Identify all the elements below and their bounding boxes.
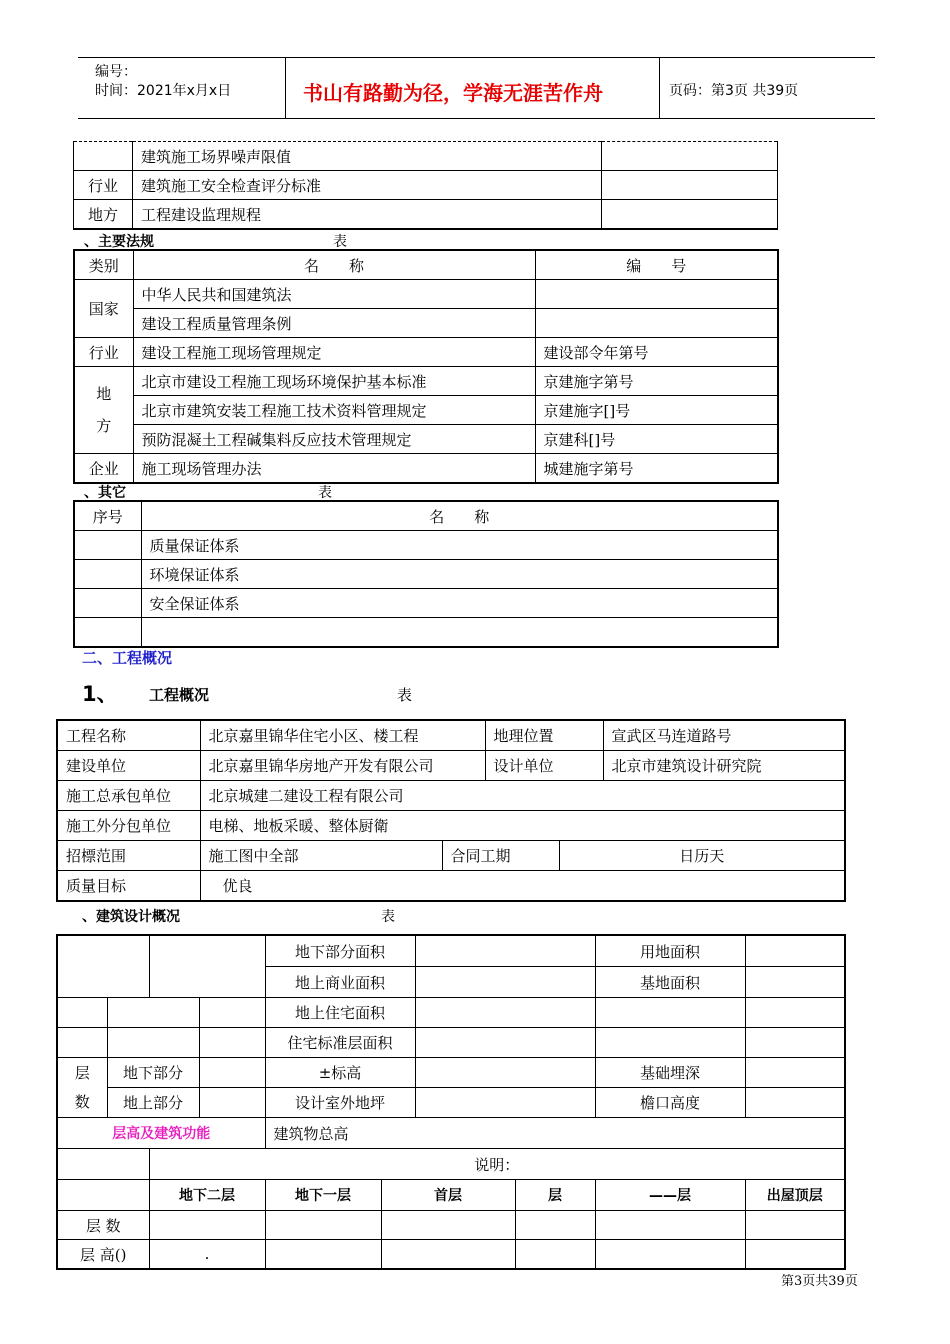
- table-row: [74, 618, 778, 648]
- table-cell: .: [149, 1240, 265, 1270]
- table-cell: ±标高: [265, 1058, 415, 1088]
- table-cell: 京建施字[]号: [535, 396, 778, 425]
- table-cell: 层高及建筑功能: [57, 1118, 265, 1149]
- table-cell: [74, 618, 141, 648]
- table-cell: [57, 1058, 107, 1118]
- table-cell: [74, 531, 141, 560]
- table-cell: 设计单位: [485, 751, 603, 781]
- footer-page-number: 第3页共39页: [781, 1274, 858, 1289]
- table-cell: [381, 1211, 515, 1240]
- table-cell: [745, 1211, 845, 1240]
- table-cell: [595, 1240, 745, 1270]
- table-cell: 行业: [74, 171, 133, 200]
- table-cell: 北京市建筑安装工程施工技术资料管理规定: [133, 396, 535, 425]
- table-header: 名 称: [133, 250, 535, 280]
- section2-title: 二、工程概况: [82, 649, 173, 667]
- table-cell: 城建施字第号: [535, 454, 778, 484]
- other-table: [73, 500, 779, 648]
- table-cell: 施工现场管理办法: [133, 454, 535, 484]
- table-cell: 说明：: [149, 1149, 845, 1180]
- table-cell: [745, 967, 845, 998]
- cat-char: 方: [96, 417, 112, 435]
- table-cell: [149, 935, 265, 998]
- section-laws-title: 、主要法规: [84, 234, 154, 250]
- table-cell: [415, 1028, 595, 1058]
- table-cell: [57, 1180, 149, 1211]
- table-header: ——层: [595, 1180, 745, 1211]
- table-cell: 建筑施工场界噪声限值: [133, 142, 602, 171]
- table-cell: 施工图中全部: [200, 841, 442, 871]
- section-arch-title: 、建筑设计概况: [82, 909, 180, 925]
- table-cell: [265, 1211, 381, 1240]
- table-cell: 北京城建二建设工程有限公司: [200, 781, 845, 811]
- table-cell: [74, 560, 141, 589]
- table-cell: [595, 1028, 745, 1058]
- table-cell: [745, 998, 845, 1028]
- header-motto: 书山有路勤为径，学海无涯苦作舟: [303, 81, 603, 105]
- table-cell: 电梯、地板采暖、整体厨衛: [200, 811, 845, 841]
- table-cell: 优良: [200, 871, 845, 902]
- table-cell: [199, 1028, 265, 1058]
- table-cell: [74, 367, 133, 454]
- table-header: 层: [515, 1180, 595, 1211]
- table-cell: 宣武区马连道路号: [603, 720, 845, 751]
- doc-number: 编号：: [95, 64, 137, 80]
- table-cell: [595, 998, 745, 1028]
- section-other-suffix: 表: [318, 485, 332, 501]
- floors-char: 数: [74, 1092, 90, 1111]
- table-header: 出屋顶层: [745, 1180, 845, 1211]
- table-cell: 用地面积: [595, 935, 745, 967]
- section-arch-suffix: 表: [381, 909, 395, 925]
- table-cell: 预防混凝土工程碱集料反应技术管理规定: [133, 425, 535, 454]
- table-cell: [745, 1240, 845, 1270]
- table-cell: [199, 1058, 265, 1088]
- overview-table: [56, 719, 846, 902]
- table-header: 序号: [74, 501, 141, 531]
- table-cell: [602, 200, 778, 230]
- table-cell: [595, 1211, 745, 1240]
- table-cell: 行业: [74, 338, 133, 367]
- table-cell: [57, 1028, 107, 1058]
- table-cell: 地理位置: [485, 720, 603, 751]
- table-cell: [107, 998, 199, 1028]
- table-cell: 建设单位: [57, 751, 200, 781]
- table-cell: 建筑施工安全检查评分标准: [133, 171, 602, 200]
- table-cell: [74, 142, 133, 171]
- table-cell: [141, 618, 778, 648]
- table-cell: [415, 935, 595, 967]
- table-cell: 层 高(): [57, 1240, 149, 1270]
- table-cell: 地下部分: [107, 1058, 199, 1088]
- table-cell: 工程建设监理规程: [133, 200, 602, 230]
- table-cell: 地下部分面积: [265, 935, 415, 967]
- table-cell: 京建施字第号: [535, 367, 778, 396]
- table-cell: [57, 998, 107, 1028]
- table-cell: 质量目标: [57, 871, 200, 902]
- table-header: 类别: [74, 250, 133, 280]
- table-cell: 建设工程质量管理条例: [133, 309, 535, 338]
- table-header: 名 称: [141, 501, 778, 531]
- table-cell: [515, 1211, 595, 1240]
- table-cell: [415, 1088, 595, 1118]
- section-other-title: 、其它: [84, 485, 126, 501]
- table-cell: [515, 1240, 595, 1270]
- table-cell: 北京嘉里锦华房地产开发有限公司: [200, 751, 485, 781]
- standards-table: [73, 141, 778, 230]
- table-cell: [381, 1240, 515, 1270]
- section2-1-num: 1、: [82, 682, 118, 706]
- table-cell: [74, 589, 141, 618]
- table-cell: [199, 998, 265, 1028]
- table-cell: 日历天: [559, 841, 845, 871]
- table-cell: [535, 280, 778, 309]
- table-cell: [57, 1149, 149, 1180]
- table-cell: 地上部分: [107, 1088, 199, 1118]
- table-cell: [415, 967, 595, 998]
- section2-1-suffix: 表: [397, 686, 413, 704]
- table-cell: 施工总承包单位: [57, 781, 200, 811]
- table-cell: 基地面积: [595, 967, 745, 998]
- table-cell: 层 数: [57, 1211, 149, 1240]
- table-cell: 设计室外地坪: [265, 1088, 415, 1118]
- table-cell: 质量保证体系: [141, 531, 778, 560]
- table-cell: 环境保证体系: [141, 560, 778, 589]
- table-cell: [149, 1211, 265, 1240]
- table-row: [74, 531, 778, 560]
- section2-1-title: 工程概况: [149, 686, 210, 704]
- table-cell: 建筑物总高: [265, 1118, 845, 1149]
- section-laws-suffix: 表: [333, 234, 347, 250]
- table-cell: 北京嘉里锦华住宅小区、楼工程: [200, 720, 485, 751]
- table-header: 地下二层: [149, 1180, 265, 1211]
- laws-table: [73, 249, 779, 484]
- table-cell: [415, 1058, 595, 1088]
- table-cell: 地上住宅面积: [265, 998, 415, 1028]
- table-cell: [265, 1240, 381, 1270]
- table-cell: [745, 1058, 845, 1088]
- table-cell: 北京市建设工程施工现场环境保护基本标准: [133, 367, 535, 396]
- table-row: [74, 589, 778, 618]
- table-cell: [199, 1088, 265, 1118]
- table-cell: 安全保证体系: [141, 589, 778, 618]
- cat-char: 地: [96, 385, 112, 403]
- table-header: 首层: [381, 1180, 515, 1211]
- table-cell: 京建科[]号: [535, 425, 778, 454]
- table-cell: 招標范围: [57, 841, 200, 871]
- table-cell: 檐口高度: [595, 1088, 745, 1118]
- floors-char: 层: [74, 1063, 90, 1082]
- table-cell: [415, 998, 595, 1028]
- table-cell: 北京市建筑设计研究院: [603, 751, 845, 781]
- table-cell: 合同工期: [442, 841, 559, 871]
- arch-table: [56, 934, 846, 1270]
- table-cell: [535, 309, 778, 338]
- table-cell: 建设工程施工现场管理规定: [133, 338, 535, 367]
- table-cell: 施工外分包单位: [57, 811, 200, 841]
- table-cell: 企业: [74, 454, 133, 484]
- table-cell: 基础埋深: [595, 1058, 745, 1088]
- table-cell: 中华人民共和国建筑法: [133, 280, 535, 309]
- table-header: 编 号: [535, 250, 778, 280]
- table-cell: [602, 171, 778, 200]
- table-cell: 工程名称: [57, 720, 200, 751]
- table-cell: 地方: [74, 200, 133, 230]
- table-cell: [745, 1028, 845, 1058]
- table-cell: [57, 935, 149, 998]
- table-cell: [745, 1088, 845, 1118]
- table-cell: 住宅标准层面积: [265, 1028, 415, 1058]
- table-cell: 国家: [74, 280, 133, 338]
- table-cell: [602, 142, 778, 171]
- table-cell: [745, 935, 845, 967]
- doc-date: 时间：2021年x月x日: [95, 83, 232, 99]
- header-page: 页码：第3页 共39页: [669, 83, 799, 99]
- table-cell: 建设部令年第号: [535, 338, 778, 367]
- table-row: [74, 560, 778, 589]
- table-cell: 地上商业面积: [265, 967, 415, 998]
- table-cell: [107, 1028, 199, 1058]
- table-header: 地下一层: [265, 1180, 381, 1211]
